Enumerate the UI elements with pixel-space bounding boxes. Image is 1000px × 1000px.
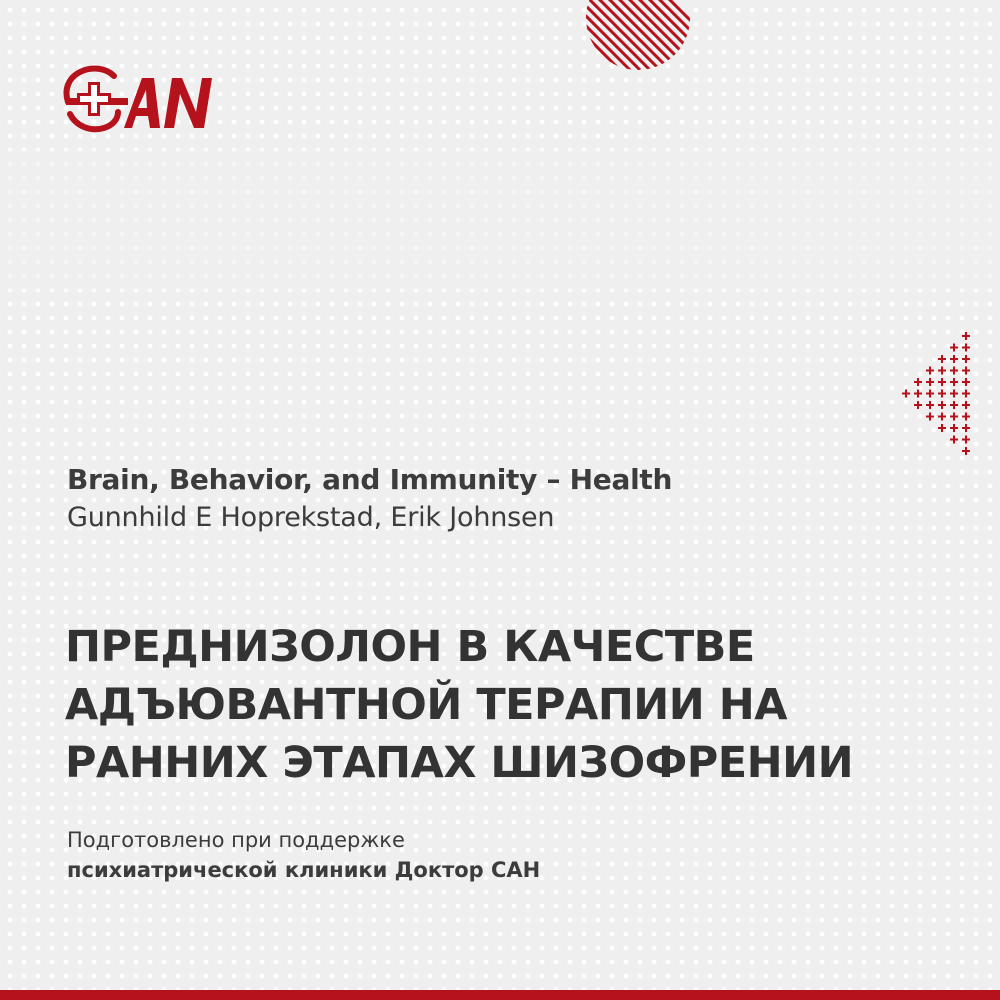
cross-mark [950,355,958,363]
cross-mark [962,424,970,432]
cross-mark [962,436,970,444]
background-fade [0,150,1000,290]
cross-mark [938,413,946,421]
title-line: ПРЕДНИЗОЛОН В КАЧЕСТВЕ [65,622,755,672]
cross-mark [914,390,922,398]
cross-mark [938,401,946,409]
cross-mark [950,401,958,409]
cross-mark [950,344,958,352]
cross-mark [914,378,922,386]
cross-mark [950,390,958,398]
cross-mark [950,413,958,421]
cross-mark [926,390,934,398]
striped-circle-decor [586,0,690,70]
title-line: РАННИХ ЭТАПАХ ШИЗОФРЕНИИ [65,738,854,788]
support-clinic: психиатрической клиники Доктор САН [67,858,541,882]
logo-letter-n [164,78,212,128]
authors: Gunnhild E Hoprekstad, Erik Johnsen [67,502,555,533]
cross-mark [950,378,958,386]
cross-mark [902,390,910,398]
cross-mark [938,378,946,386]
cross-mark [962,332,970,340]
cross-mark [962,367,970,375]
cross-mark [962,378,970,386]
cross-mark [938,424,946,432]
title-line: АДЪЮВАНТНОЙ ТЕРАПИИ НА [65,680,788,730]
cross-mark [938,390,946,398]
cross-pattern-decor [900,328,980,460]
cross-mark [962,344,970,352]
cross-mark [950,436,958,444]
cross-mark [950,367,958,375]
cross-mark [926,413,934,421]
bottom-accent-bar [0,990,1000,1000]
support-text: Подготовлено при поддержке [67,828,405,852]
cross-mark [962,355,970,363]
cross-mark [950,424,958,432]
logo-cross-inner-h [80,96,108,102]
article-title [65,618,965,792]
cross-mark [962,413,970,421]
cross-mark [938,355,946,363]
cross-mark [962,447,970,455]
cross-mark [926,378,934,386]
logo-letter-a [124,78,160,128]
cross-mark [926,367,934,375]
cross-mark [914,401,922,409]
cross-mark [926,401,934,409]
brand-logo [62,62,222,136]
cross-mark [962,390,970,398]
journal-name: Brain, Behavior, and Immunity – Health [67,463,673,496]
cross-mark [962,401,970,409]
cross-mark [938,367,946,375]
